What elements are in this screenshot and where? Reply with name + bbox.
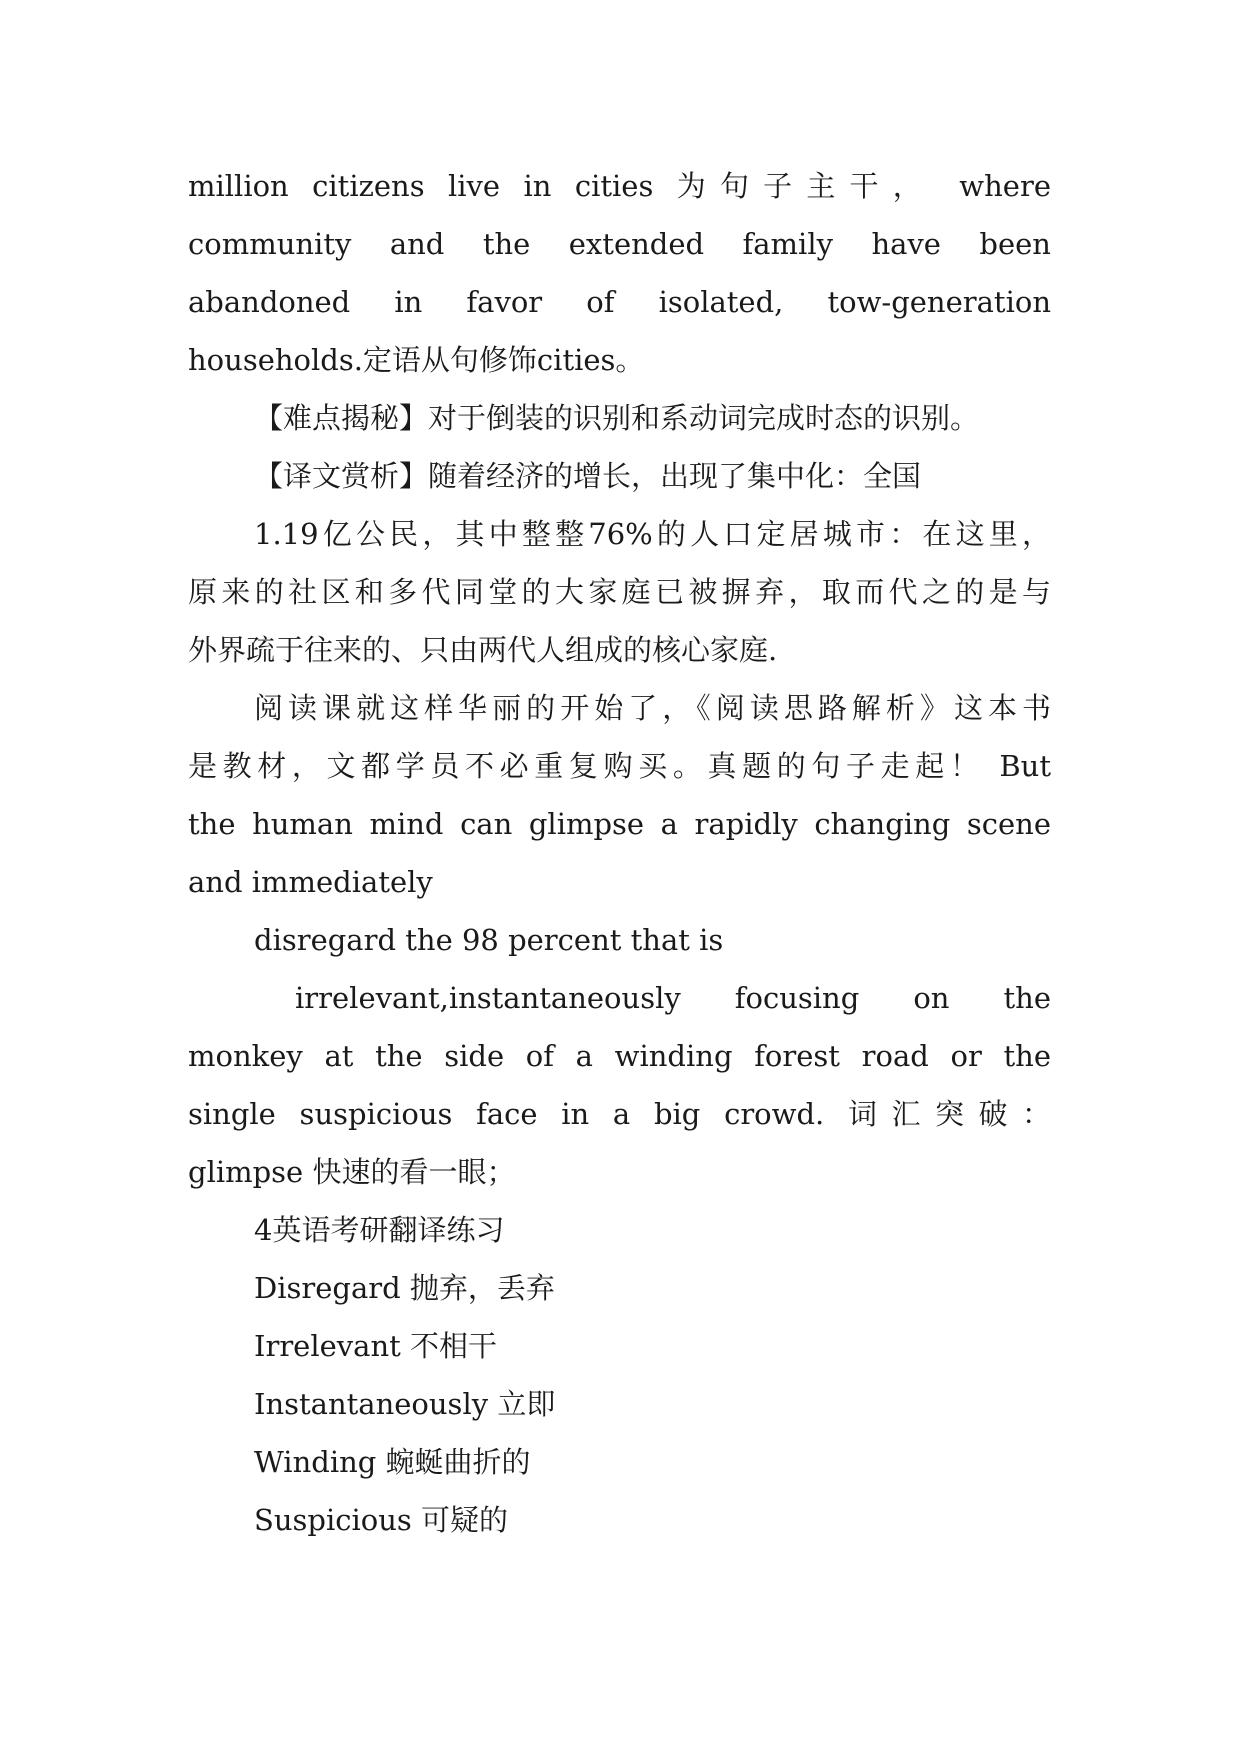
text-line: community and the extended family have been (188, 227, 1051, 261)
text-line: glimpse 快速的看一眼； (188, 1155, 516, 1189)
text-line: irrelevant,instantaneously focusing on the (295, 981, 1051, 1015)
text-line: 【难点揭秘】对于倒装的识别和系动词完成时态的识别。 (254, 401, 980, 435)
heading-line: 4英语考研翻译练习 (254, 1213, 505, 1247)
text-line: abandoned in favor of isolated, tow-generation (188, 285, 1051, 319)
text-line: 1.19亿公民，其中整整76%的人口定居城市：在这里， (254, 517, 1051, 551)
text-line: million citizens live in cities 为句子主干， where (188, 169, 1051, 203)
vocab-item: Disregard 抛弃，丢弃 (254, 1271, 555, 1305)
text-line: 外界疏于往来的、只由两代人组成的核心家庭. (188, 633, 778, 667)
vocab-item: Suspicious 可疑的 (254, 1503, 509, 1537)
vocab-item: Instantaneously 立即 (254, 1387, 556, 1421)
text-line: 是教材，文都学员不必重复购买。真题的句子走起！ But (188, 749, 1051, 783)
text-line: 原来的社区和多代同堂的大家庭已被摒弃，取而代之的是与 (188, 575, 1051, 609)
vocab-item: Irrelevant 不相干 (254, 1329, 498, 1363)
text-line: the human mind can glimpse a rapidly changing scene (188, 807, 1051, 841)
text-line: and immediately (188, 865, 433, 899)
text-line: disregard the 98 percent that is (254, 923, 724, 957)
text-line: 阅读课就这样华丽的开始了，《阅读思路解析》这本书 (254, 691, 1051, 725)
vocab-item: Winding 蜿蜒曲折的 (254, 1445, 531, 1479)
text-line: 【译文赏析】随着经济的增长，出现了集中化：全国 (254, 459, 922, 493)
text-line: households.定语从句修饰cities。 (188, 343, 645, 377)
text-line: single suspicious face in a big crowd. 词汇突破： (188, 1097, 1051, 1131)
text-line: monkey at the side of a winding forest road or the (188, 1039, 1051, 1073)
